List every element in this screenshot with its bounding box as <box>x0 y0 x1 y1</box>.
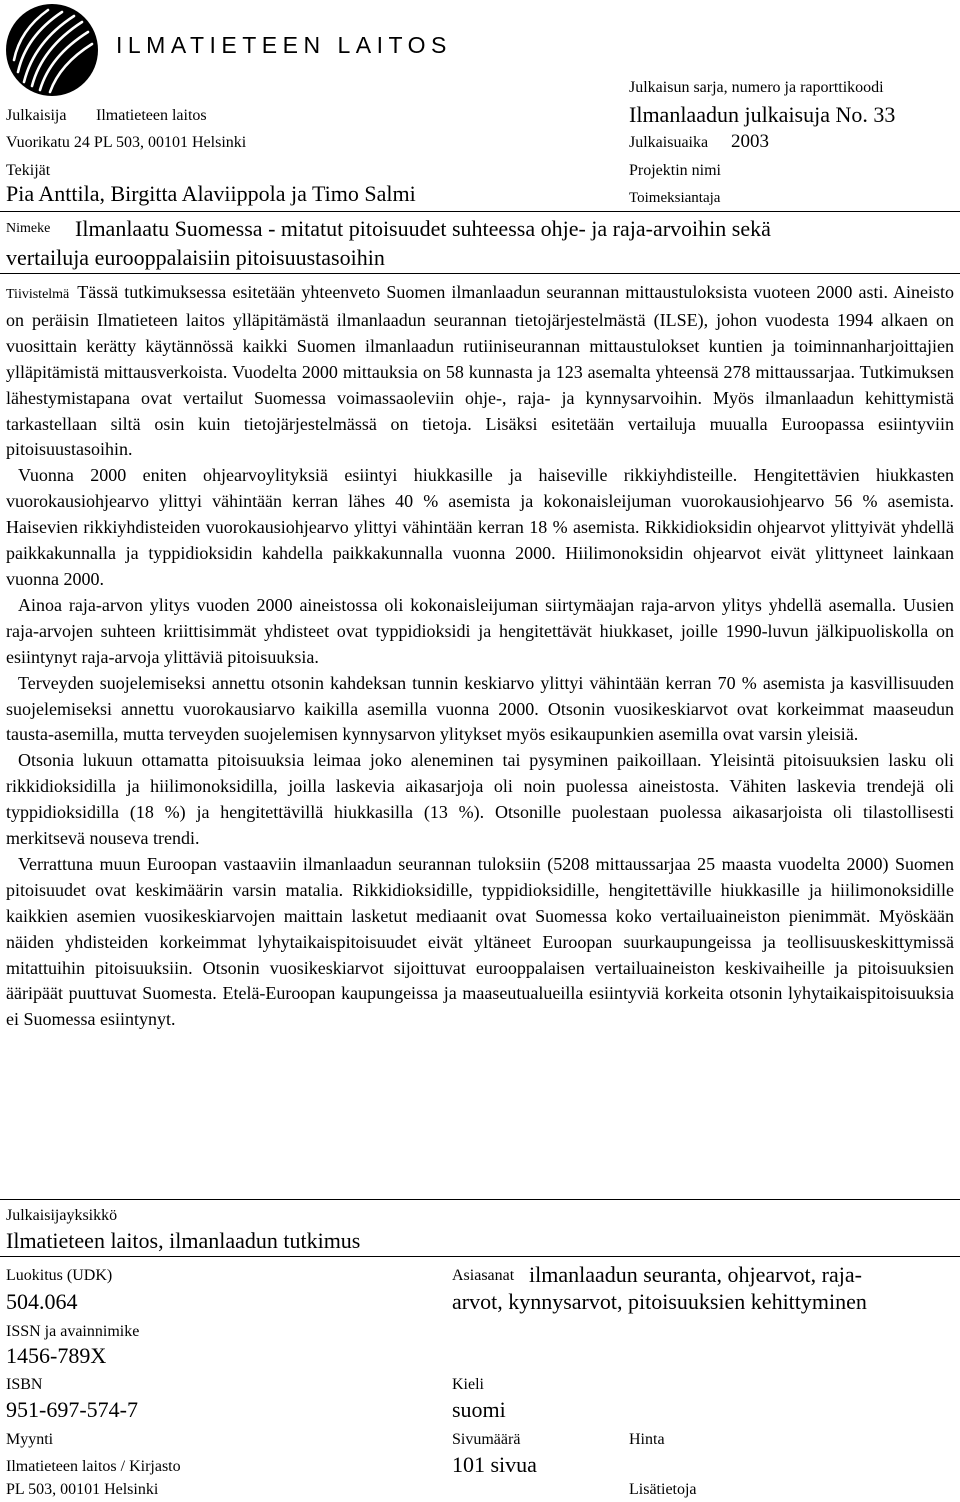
organization-logo <box>4 2 100 98</box>
pubdate-value: 2003 <box>731 131 769 152</box>
series-label: Julkaisun sarja, numero ja raporttikoodi <box>629 79 884 96</box>
title-line-2: vertailuja eurooppalaisiin pitoisuustasoihin <box>6 245 385 270</box>
address: Vuorikatu 24 PL 503, 00101 Helsinki <box>6 134 247 151</box>
keywords-label: Asiasanat <box>452 1267 515 1284</box>
authors-value: Pia Anttila, Birgitta Alaviippola ja Timo Salmi <box>6 181 416 206</box>
keywords-line-1: ilmanlaadun seuranta, ohjearvot, raja- <box>529 1262 862 1287</box>
abstract-paragraph: Tiivistelmä Tässä tutkimuksessa esitetään yhteenveto Suomen ilmanlaadun seurannan mittaustuloksista vuoteen 2000 asti. Aineisto on peräisin Ilmatieteen laitos ylläpitämästä ilmanlaadun seurannan tietojärjestelmästä (ILSE), johon vuodesta 1994 alkaen on vuosittain kerätty käytännössä kaikki Suomen ilmanlaadun rutiiniseurannan mittaustulokset kuntien ja toiminnanharjoittajien ylläpitämistä mittausverkoista. Vuodelta 2000 mittauksia on 58 kunnasta ja 123 asemalta yhteensä 278 mittaussarjaa. Tutkimuksen lähestymistapana ovat vertailut Suomessa voimassaoleviin ohje-, raja- ja kynnysarvoihin. Myös ilmanlaadun kehittymistä tarkastellaan siltä osin kuin tietojärjestelmässä on tietoja. Lisäksi esitetään vertailuja muualla Euroopassa esiintyviin pitoisuustasoihin. <box>6 282 954 460</box>
commissioner-label: Toimeksiantaja <box>629 190 721 206</box>
isbn-label: ISBN <box>6 1376 43 1393</box>
abstract-label: Tiivistelmä <box>6 287 70 302</box>
extra-info-label: Lisätietoja <box>629 1481 697 1498</box>
price-label: Hinta <box>629 1431 665 1448</box>
pages-value: 101 sivua <box>452 1452 537 1477</box>
abstract-paragraph: Verrattuna muun Euroopan vastaaviin ilmanlaadun seurannan tuloksiin (5208 mittaussarjaa 25 maasta vuodelta 2000) Suomen pitoisuudet ovat keskimäärin varsin matalia. Rikkidioksidille, typpidioksidille, hengitettäville hiukkasille ja hiilimonoksidille kaikkien asemien vuosikeskiarvojen maittain lasketut mediaanit ovat Suomessa koko vertailuaineiston pienimmät. Myöskään näiden yhdisteiden korkeimmat lyhytaikaispitoisuudet eivät yltäneet Euroopan suurkaupungeissa ja teollisuuskeskittymissä mitattuihin pitoisuuksiin. Otsonin vuosikeskiarvot sijoittuvat eurooppalaisen vertailuaineiston keskivaiheille ja pitoisuuksien ääripäät puuttuvat Suomesta. Etelä-Euroopan kaupungeissa ja maaseutualueilla esiintyviä korkeita otsonin lyhytaikaispitoisuuksia ei Suomessa esiintynyt. <box>6 853 954 1030</box>
pubdate-label: Julkaisuaika <box>629 134 709 151</box>
unit-label: Julkaisijayksikkö <box>6 1207 118 1224</box>
publisher-label: Julkaisija <box>6 107 67 124</box>
language-value: suomi <box>452 1397 506 1422</box>
divider <box>0 1256 960 1257</box>
issn-label: ISSN ja avainnimike <box>6 1323 140 1340</box>
abstract-paragraph: Otsonia lukuun ottamatta pitoisuuksia leimaa joko aleneminen tai pysyminen paikoillaan. Yleisintä pitoisuuksien lasku oli rikkidioksidilla ja hiilimonoksidilla, joilla laskevia aikasarjoja oli noin puolessa aineistosta. Vähiten laskevia trendejä oli typpidioksidilla (18 %) ja hengitettävillä hiukkasilla (13 %). Otsonille puolestaan puolessa aikasarjoista oli tilastollisesti merkitsevä nouseva trendi. <box>6 750 954 849</box>
organization-name: ILMATIETEEN LAITOS <box>116 32 452 58</box>
abstract-paragraph: Terveyden suojelemiseksi annettu otsonin kahdeksan tunnin keskiarvo ylittyi vähintään kerran 70 % asemista ja kasvillisuuden suojelemiseksi annettu vuorokausiarvo kaikilla asemilla vuonna 2000. Otsonin vuosikeskiarvot ovat korkeimmat maaseudun tausta-asemilla, mutta terveyden suojelemisen kynnysarvon ylitykset myös esikaupunkien asemilla ovat varsin yleisiä. <box>6 672 954 745</box>
issn-value: 1456-789X <box>6 1343 107 1368</box>
divider <box>0 1199 960 1200</box>
abstract-paragraph: Ainoa raja-arvon ylitys vuoden 2000 aineistossa oli kokonaisleijuman siirtymäajan raja-arvon ylitys yhdellä asemalla. Uusien raja-arvojen suhteen kriittisimmät yhdisteet ovat typpidioksidi ja hengitettävät hiukkaset, joille 1990-luvun jälkipuoliskolla on esiintynyt raja-arvoja ylittäviä pitoisuuksia. <box>6 594 954 667</box>
divider <box>0 273 960 274</box>
udk-label: Luokitus (UDK) <box>6 1267 113 1284</box>
isbn-value: 951-697-574-7 <box>6 1397 138 1422</box>
udk-value: 504.064 <box>6 1289 78 1314</box>
language-label: Kieli <box>452 1376 484 1393</box>
abstract <box>6 280 954 1033</box>
keywords-line-2: arvot, kynnysarvot, pitoisuuksien kehittyminen <box>452 1289 867 1314</box>
unit-value: Ilmatieteen laitos, ilmanlaadun tutkimus <box>6 1228 361 1253</box>
authors-label: Tekijät <box>6 162 51 179</box>
sales-line-2: PL 503, 00101 Helsinki <box>6 1481 159 1498</box>
sales-label: Myynti <box>6 1431 54 1448</box>
divider <box>0 211 960 212</box>
sales-line-1: Ilmatieteen laitos / Kirjasto <box>6 1458 181 1475</box>
project-label: Projektin nimi <box>629 162 721 179</box>
pages-label: Sivumäärä <box>452 1431 521 1448</box>
title-line-1: Ilmanlaatu Suomessa - mitatut pitoisuudet suhteessa ohje- ja raja-arvoihin sekä <box>75 216 771 241</box>
title-label: Nimeke <box>6 221 51 236</box>
series-value: Ilmanlaadun julkaisuja No. 33 <box>629 102 896 127</box>
publisher-value: Ilmatieteen laitos <box>96 107 207 124</box>
abstract-paragraph: Vuonna 2000 eniten ohjearvoylityksiä esiintyi hiukkasille ja haiseville rikkiyhdisteille. Hengitettävien hiukkasten vuorokausiohjearvo ylittyi vähintään kerran lähes 40 % asemista ja kokonaisleijuman vuorokausiohjearvo 56 % asemista. Haisevien rikkiyhdisteiden vuorokausiohjearvo ylittyi vähintään kerran 18 % asemista. Rikkidioksidin ohjearvot ylittyivät yhdellä paikkakunnalla ja typpidioksidin kahdella paikkakunnalla vuonna 2000. Hiilimonoksidin ohjearvot eivät ylittyneet lainkaan vuonna 2000. <box>6 465 954 589</box>
